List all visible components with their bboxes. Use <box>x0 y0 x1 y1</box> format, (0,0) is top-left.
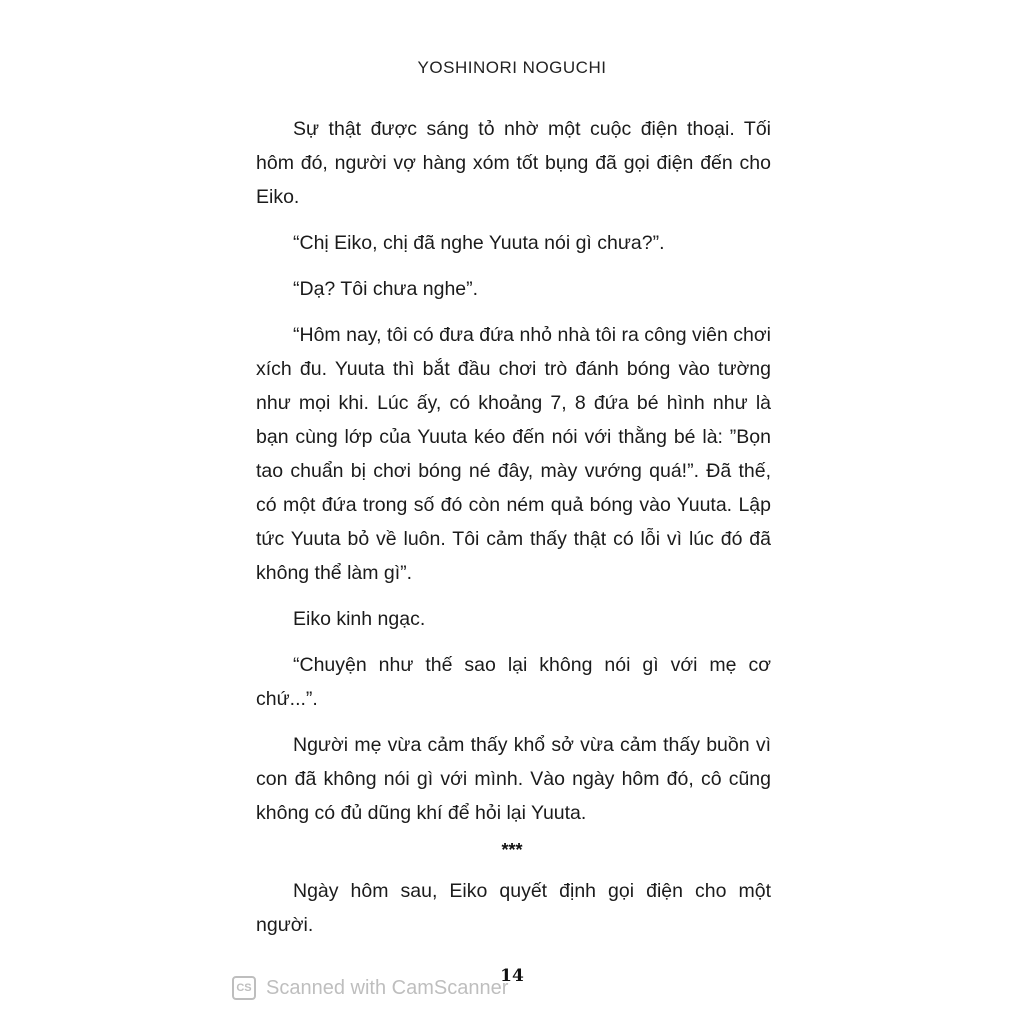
closing-text <box>256 874 771 942</box>
camscanner-logo-icon: CS <box>232 976 256 1000</box>
running-header: YOSHINORI NOGUCHI <box>417 58 607 77</box>
paragraph-6: “Chuyện như thế sao lại không nói gì với mẹ cơ chứ...”. <box>256 654 771 710</box>
paragraph-7: Người mẹ vừa cảm thấy khổ sở vừa cảm thấy buồn vì con đã không nói gì với mình. Vào ngày hôm đó, cô cũng không có đủ dũng khí để hỏi lại Yuuta. <box>256 734 771 824</box>
section-separator: *** <box>501 840 523 860</box>
paragraph-5: Eiko kinh ngạc. <box>293 608 426 630</box>
paragraph-2: “Chị Eiko, chị đã nghe Yuuta nói gì chưa?”. <box>293 232 665 254</box>
scanner-watermark <box>232 976 508 1000</box>
page-number: 14 <box>500 966 524 986</box>
paragraph-1: Sự thật được sáng tỏ nhờ một cuộc điện thoại. Tối hôm đó, người vợ hàng xóm tốt bụng đã gọi điện đến cho Eiko. <box>256 118 771 208</box>
paragraph-4: “Hôm nay, tôi có đưa đứa nhỏ nhà tôi ra công viên chơi xích đu. Yuuta thì bắt đầu chơi trò đánh bóng vào tường như mọi khi. Lúc ấy, có khoảng 7, 8 đứa bé hình như là bạn cùng lớp của Yuuta kéo đến nói với thằng bé là: ”Bọn tao chuẩn bị chơi bóng né đây, mày vướng quá!”. Đã thế, có một đứa trong số đó còn ném quả bóng vào Yuuta. Lập tức Yuuta bỏ về luôn. Tôi cảm thấy thật có lỗi vì lúc đó đã không thể làm gì”. <box>256 324 771 584</box>
body-text <box>256 112 771 842</box>
paragraph-3: “Dạ? Tôi chưa nghe”. <box>293 278 479 300</box>
watermark-text: Scanned with CamScanner <box>266 976 509 999</box>
paragraph-8: Ngày hôm sau, Eiko quyết định gọi điện cho một người. <box>256 880 771 936</box>
